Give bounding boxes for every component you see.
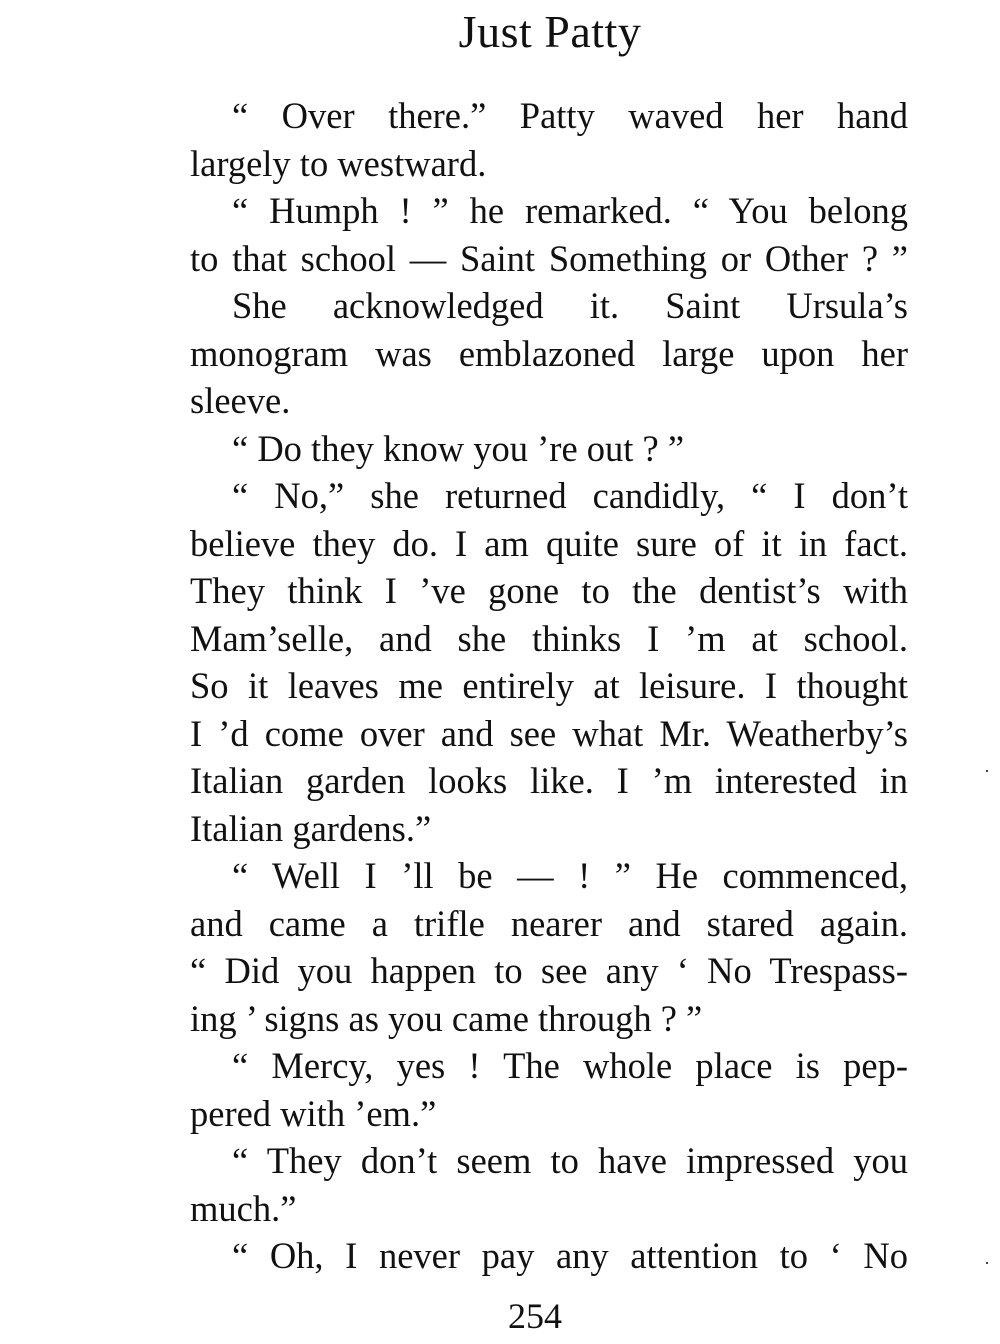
text-line: monogram was emblazoned large upon her [190, 332, 908, 374]
text-line: I ’d come over and see what Mr. Weatherby’s [190, 712, 908, 754]
text-line: “ Do they know you ’re out ? ” [232, 427, 685, 469]
text-line: She acknowledged it. Saint Ursula’s [232, 285, 908, 326]
text-line: “ Well I ’ll be — ! ” He commenced, [232, 855, 908, 896]
text-line: Italian gardens.” [190, 807, 432, 849]
text-line: sleeve. [190, 380, 291, 421]
text-line: “ No,” she returned candidly, “ I don’t [232, 475, 908, 516]
text-line: “ Mercy, yes ! The whole place is pep- [232, 1045, 908, 1086]
text-line: Italian garden looks like. I ’m interested in [190, 760, 908, 801]
text-line: believe they do. I am quite sure of it in fact. [190, 522, 908, 564]
text-line: “ Oh, I never pay any attention to ‘ No [232, 1235, 908, 1276]
scan-speck [986, 770, 988, 772]
text-line: “ Humph ! ” he remarked. “ You belong [232, 190, 908, 231]
text-line: ing ’ signs as you came through ? ” [190, 997, 703, 1039]
running-title: Just Patty [458, 6, 642, 57]
text-line: “ They don’t seem to have impressed you [232, 1140, 908, 1181]
text-line: So it leaves me entirely at leisure. I thought [190, 665, 908, 706]
text-line: They think I ’ve gone to the dentist’s with [190, 570, 908, 611]
page-number: 254 [508, 1296, 562, 1336]
text-line: much.” [190, 1187, 297, 1229]
text-line: to that school — Saint Something or Other ? ” [190, 237, 908, 279]
body-text [190, 92, 908, 1280]
text-line: “ Over there.” Patty waved her hand [232, 95, 908, 136]
text-line: Mam’selle, and she thinks I ’m at school. [190, 617, 908, 659]
text-line: pered with ’em.” [190, 1092, 437, 1134]
text-line: “ Did you happen to see any ‘ No Trespass- [190, 950, 908, 991]
text-line: largely to westward. [190, 142, 487, 184]
scan-speck [986, 1262, 988, 1264]
text-line: and came a trifle nearer and stared again. [190, 902, 908, 944]
